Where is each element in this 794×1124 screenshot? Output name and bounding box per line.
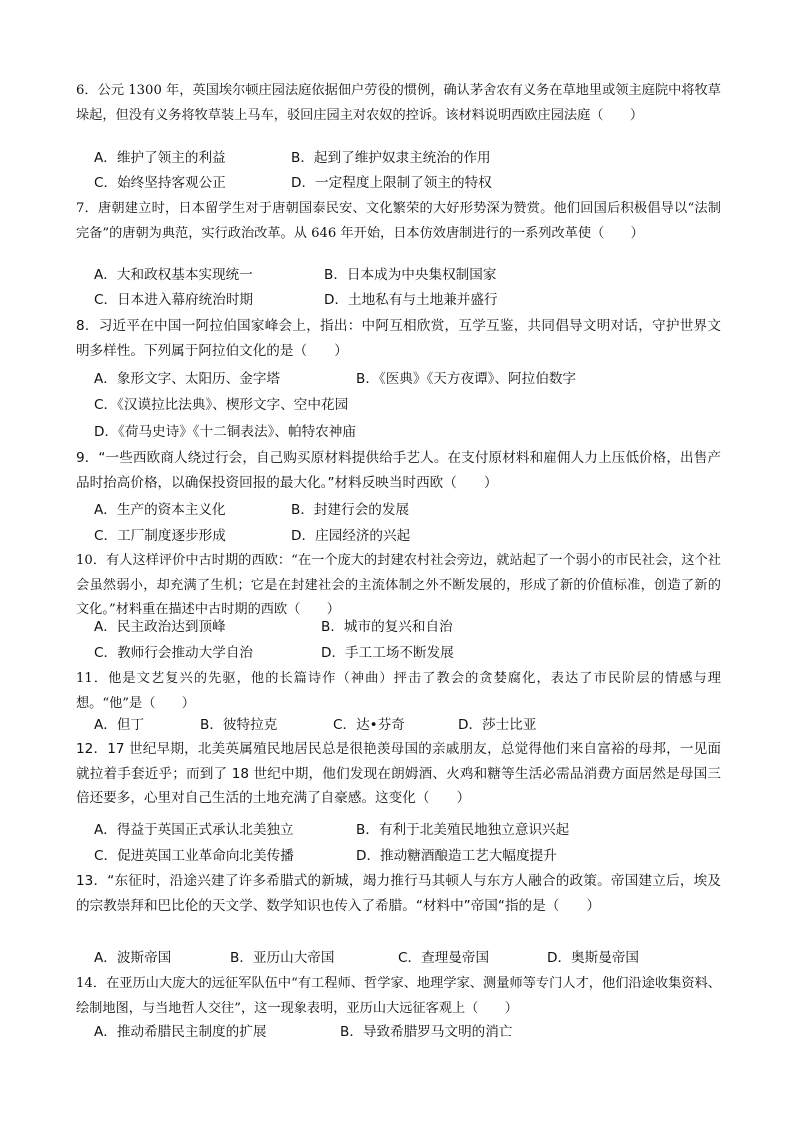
question-6-stem: 6．公元 1300 年，英国埃尔顿庄园法庭依据佃户劳役的惯例，确认茅舍农有义务在草地里或领主庭院中将牧草垛起，但没有义务将牧草装上马车，驳回庄园主对农奴的控诉。该材料说明西欧庄园法庭（ ） [76, 83, 721, 123]
question-12-stem: 12．17 世纪早期，北美英属殖民地居民总是很艳羡母国的亲戚朋友，总觉得他们来自富裕的母邦，一见面就拉着手套近乎；而到了 18 世纪中期，他们发现在朗姆酒、火鸡和糖等生活必需品消费方面居然是母国三倍还要多，心里对自己生活的土地充满了自豪感。这变化（ ） [76, 741, 721, 806]
question-6-option-a: A．维护了领主的利益 [94, 150, 226, 166]
question-6-option-c: C．始终坚持客观公正 [94, 175, 226, 191]
question-7-option-a: A．大和政权基本实现统一 [94, 267, 253, 283]
question-9-stem: 9．“一些西欧商人绕过行会，自己购买原材料提供给手艺人。在支付原材料和雇佣人力上压低价格，出售产品时抬高价格，以确保投资回报的最大化。”材料反映当时西欧（ ） [76, 450, 721, 491]
question-9 [76, 446, 721, 495]
question-7-option-b: B．日本成为中央集权制国家 [324, 267, 497, 283]
question-6-option-b: B．起到了维护奴隶主统治的作用 [291, 150, 491, 166]
question-9-option-b: B．封建行会的发展 [291, 502, 410, 518]
question-11 [76, 667, 721, 716]
question-10-option-a: A．民主政治达到顶峰 [94, 619, 226, 635]
question-14 [76, 972, 721, 1021]
question-7-option-c: C．日本进入幕府统治时期 [94, 292, 254, 308]
question-8-option-d: D．《荷马史诗》《十二铜表法》、帕特农神庙 [94, 424, 356, 440]
question-11-option-b: B．彼特拉克 [200, 717, 278, 733]
question-9-option-a: A．生产的资本主义化 [94, 502, 226, 518]
question-10 [76, 549, 721, 623]
question-8-stem: 8．习近平在中国一阿拉伯国家峰会上，指出：中阿互相欣赏，互学互鉴，共同倡导文明对话，守护世界文明多样性。下列属于阿拉伯文化的是（ ） [76, 318, 721, 359]
question-14-stem: 14．在亚历山大庞大的远征军队伍中“有工程师、哲学家、地理学家、测量师等专门人才，他们沿途收集资料、绘制地图，与当地哲人交往”，这一现象表明，亚历山大远征客观上（ ） [76, 976, 721, 1016]
question-7 [76, 197, 721, 246]
question-11-option-c: C．达•芬奇 [333, 717, 405, 733]
question-9-option-d: D．庄园经济的兴起 [291, 528, 411, 544]
question-13-option-a: A．波斯帝国 [94, 950, 172, 966]
question-6 [76, 79, 721, 128]
question-8-option-a: A．象形文字、太阳历、金字塔 [94, 371, 281, 387]
question-13 [76, 869, 721, 918]
question-12-option-c: C．促进英国工业革命向北美传播 [94, 848, 294, 864]
question-13-option-d: D．奥斯曼帝国 [547, 950, 640, 966]
question-12-option-a: A．得益于英国正式承认北美独立 [94, 822, 294, 838]
question-13-option-c: C．查理曼帝国 [398, 950, 490, 966]
question-10-option-b: B．城市的复兴和自治 [321, 619, 453, 635]
question-14-option-a: A．推动希腊民主制度的扩展 [94, 1024, 267, 1040]
question-12-option-d: D．推动糖酒酿造工艺大幅度提升 [356, 848, 557, 864]
question-12 [76, 737, 721, 811]
question-14-option-b: B．导致希腊罗马文明的消亡 [340, 1024, 513, 1040]
question-6-option-d: D．一定程度上限制了领主的特权 [291, 175, 492, 191]
question-7-option-d: D．土地私有与土地兼并盛行 [324, 292, 498, 308]
question-8-option-b: B．《医典》《天方夜谭》、阿拉伯数字 [356, 371, 577, 387]
question-13-option-b: B．亚历山大帝国 [230, 950, 335, 966]
question-8-option-c: C．《汉谟拉比法典》、楔形文字、空中花园 [94, 397, 349, 413]
question-13-stem: 13．“东征时，沿途兴建了许多希腊式的新城，竭力推行马其顿人与东方人融合的政策。帝国建立后，埃及的宗教崇拜和巴比伦的天文学、数学知识也传入了希腊。“材料中”帝国“指的是（ ） [76, 873, 721, 914]
question-10-stem: 10．有人这样评价中古时期的西欧：“在一个庞大的封建农村社会旁边，就站起了一个弱小的市民社会，这个社会虽然弱小，却充满了生机；它是在封建社会的主流体制之外不断发展的，形成了新的价值标准，创造了新的文化。”材料重在描述中古时期的西欧（ ） [76, 553, 721, 617]
question-8 [76, 314, 721, 363]
question-11-option-d: D．莎士比亚 [458, 717, 537, 733]
question-11-option-a: A．但丁 [94, 717, 145, 733]
question-11-stem: 11．他是文艺复兴的先驱，他的长篇诗作（神曲）抨击了教会的贪婪腐化，表达了市民阶层的情感与理想。“他”是（ ） [76, 671, 721, 711]
question-12-option-b: B．有利于北美殖民地独立意识兴起 [356, 822, 570, 838]
question-10-option-d: D．手工工场不断发展 [321, 645, 454, 661]
question-7-stem: 7．唐朝建立时，日本留学生对于唐朝国泰民安、文化繁荣的大好形势深为赞赏。他们回国后积极倡导以“法制完备”的唐朝为典范，实行政治改革。从 646 年开始，日本仿效唐制进行的一系列改革使（ ） [76, 201, 721, 241]
question-10-option-c: C．教师行会推动大学自治 [94, 645, 254, 661]
question-9-option-c: C．工厂制度逐步形成 [94, 528, 226, 544]
